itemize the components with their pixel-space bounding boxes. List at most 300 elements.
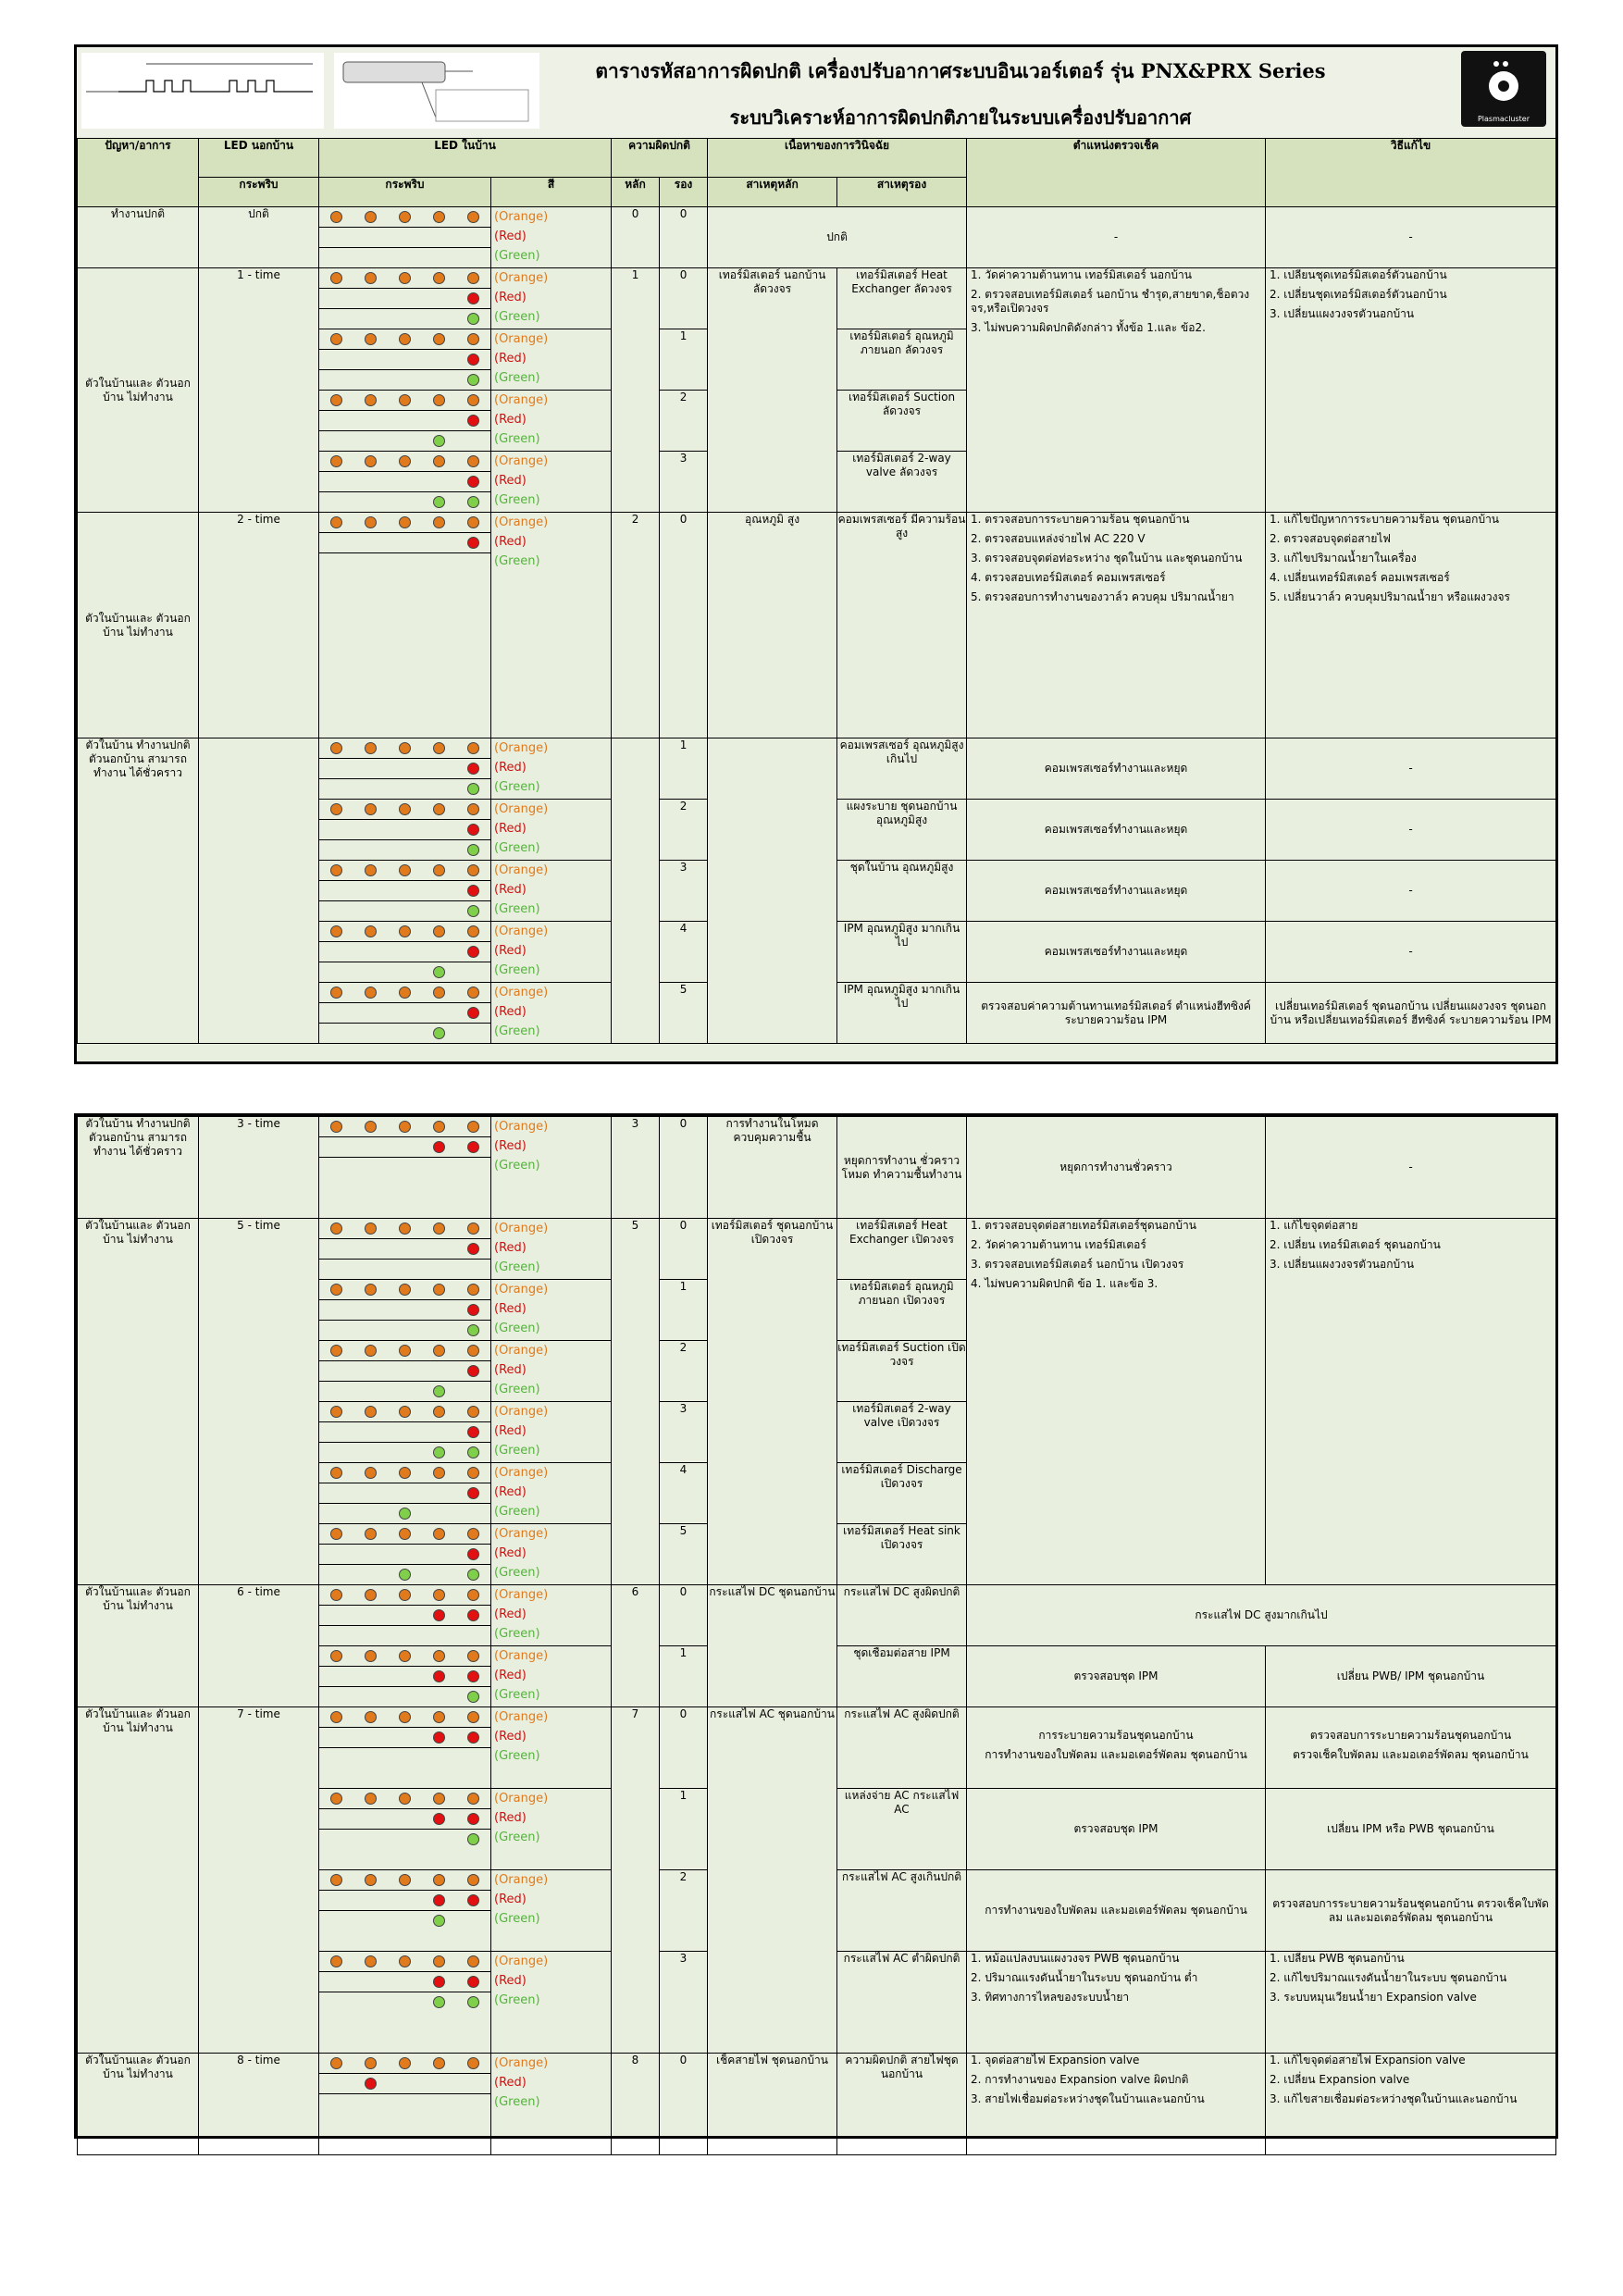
empty-led — [330, 763, 342, 775]
led-color-labels — [491, 1524, 612, 1585]
empty-led — [365, 1365, 377, 1377]
red-led-icon — [467, 537, 479, 549]
indoor-unit-diagram — [334, 53, 539, 129]
led-row — [319, 492, 490, 512]
led-indoor-pattern — [319, 513, 491, 738]
cell-line: 2. ปริมาณแรงดันน้ำยาในระบบ ชุดนอกบ้าน ต่ำ — [971, 1971, 1198, 1984]
red-led-icon — [467, 1426, 479, 1438]
problem-text: ตัวในบ้าน ทำงานปกติ ตัวนอกบ้าน สามารถทำงาน ได้ชั่วคราว — [78, 738, 199, 1044]
led-color-green: (Green) — [494, 493, 540, 507]
led-color-green: (Green) — [494, 1831, 540, 1844]
orange-led-icon — [467, 455, 479, 467]
orange-led-icon — [433, 333, 445, 345]
sub-code: 1 — [660, 329, 708, 391]
problem-text: ตัวในบ้านและ ตัวนอกบ้าน ไม่ทำงาน — [78, 513, 199, 738]
fix-text: - — [1266, 1117, 1556, 1219]
indoor-unit-icon — [334, 53, 539, 129]
orange-led-icon — [330, 455, 342, 467]
led-color-orange: (Orange) — [494, 925, 549, 938]
led-color-labels — [491, 268, 612, 329]
green-led-icon — [467, 1324, 479, 1336]
led-color-green: (Green) — [494, 1159, 540, 1173]
cell-line: 3. เปลี่ยนแผงวงจรตัวนอกบ้าน — [1270, 1258, 1415, 1271]
orange-led-icon — [433, 1874, 445, 1886]
led-row — [319, 1667, 490, 1687]
orange-led-icon — [365, 394, 377, 406]
empty-led — [330, 1446, 342, 1458]
orange-led-icon — [330, 211, 342, 223]
led-row — [319, 1239, 490, 1260]
led-row — [319, 759, 490, 779]
empty-led — [399, 1365, 411, 1377]
empty-led — [330, 1813, 342, 1825]
empty-led — [467, 252, 479, 264]
led-color-red: (Red) — [494, 1730, 527, 1744]
empty-led — [365, 946, 377, 958]
check-list — [967, 1219, 1266, 1585]
cell-line: 1. แก้ไขจุดต่อสายไฟ Expansion valve — [1270, 2054, 1466, 2066]
led-color-red: (Red) — [494, 413, 527, 427]
empty-led — [433, 1426, 445, 1438]
cell-line: 2. การทำงานของ Expansion valve ผิดปกติ — [971, 2073, 1189, 2086]
check-text — [967, 1952, 1266, 2054]
cause-sub: กระแสไฟ AC สูงเกินปกติ — [837, 1870, 967, 1952]
led-color-labels — [491, 1341, 612, 1402]
empty-led — [330, 313, 342, 325]
empty-led — [467, 1752, 479, 1764]
empty-led — [330, 1243, 342, 1255]
empty-led — [399, 844, 411, 856]
empty-led — [399, 946, 411, 958]
fix-list — [1266, 2054, 1556, 2155]
led-color-orange: (Orange) — [494, 454, 549, 468]
fix-text: เปลี่ยนเทอร์มิสเตอร์ ชุดนอกบ้าน เปลี่ยนแผงวงจร ชุดนอกบ้าน หรือเปลี่ยนเทอร์มิสเตอร์ ฮีทซิงค์ ระบายความร้อน IPM — [1266, 983, 1556, 1044]
empty-led — [330, 1161, 342, 1173]
col-blink-out: กระพริบ — [199, 178, 319, 207]
led-row — [319, 1911, 490, 1930]
empty-led — [467, 1630, 479, 1642]
led-color-labels — [491, 1707, 612, 1789]
outdoor-blink: 7 - time — [199, 1707, 319, 2054]
cell-line: 1. แก้ไขจุดต่อสาย — [1270, 1219, 1358, 1232]
empty-led — [433, 557, 445, 569]
orange-led-icon — [399, 1711, 411, 1723]
orange-led-icon — [399, 1955, 411, 1967]
empty-led — [399, 354, 411, 366]
led-row — [319, 1158, 490, 1177]
empty-led — [365, 415, 377, 427]
led-color-red: (Red) — [494, 822, 527, 836]
orange-led-icon — [365, 1711, 377, 1723]
empty-led — [365, 537, 377, 549]
green-led-icon — [399, 1569, 411, 1581]
led-color-orange: (Orange) — [494, 1283, 549, 1297]
red-led-icon — [467, 1487, 479, 1499]
empty-led — [433, 1263, 445, 1275]
cell-line: 3. ตรวจสอบจุดต่อท่อระหว่าง ชุดในบ้าน และชุดนอกบ้าน — [971, 552, 1243, 565]
led-color-green: (Green) — [494, 249, 540, 263]
led-indoor-pattern — [319, 2054, 491, 2155]
cell-line: 1. แก้ไขปัญหาการระบายความร้อน ชุดนอกบ้าน — [1270, 513, 1500, 526]
cell-line: 3. ระบบหมุนเวียนน้ำยา Expansion valve — [1270, 1991, 1477, 2004]
led-row — [319, 1361, 490, 1382]
led-indoor-pattern — [319, 861, 491, 922]
cell-line: 1. หม้อแปลงบนแผงวงจร PWB ชุดนอกบ้าน — [971, 1952, 1180, 1965]
led-row — [319, 1219, 490, 1239]
cause-sub: กระแสไฟ AC สูงผิดปกติ — [837, 1707, 967, 1789]
table-row — [78, 513, 1556, 738]
empty-led — [399, 1691, 411, 1703]
red-led-icon — [467, 946, 479, 958]
orange-led-icon — [433, 1711, 445, 1723]
green-led-icon — [433, 1996, 445, 2008]
cause-sub: เทอร์มิสเตอร์ Suction เปิดวงจร — [837, 1341, 967, 1402]
fix-text: เปลี่ยน IPM หรือ PWB ชุดนอกบ้าน — [1266, 1789, 1556, 1870]
cell-line: 2. แก้ไขปริมาณแรงดันน้ำยาในระบบ ชุดนอกบ้าน — [1270, 1971, 1507, 1984]
empty-led — [330, 415, 342, 427]
empty-led — [365, 1976, 377, 1988]
led-color-green: (Green) — [494, 1912, 540, 1926]
cell-line: 1. วัดค่าความต้านทาน เทอร์มิสเตอร์ นอกบ้าน — [971, 268, 1192, 281]
led-row — [319, 1280, 490, 1300]
red-led-icon — [467, 885, 479, 897]
led-indoor-pattern — [319, 1952, 491, 2054]
empty-led — [365, 1324, 377, 1336]
fix-text: - — [1266, 800, 1556, 861]
empty-led — [330, 292, 342, 304]
empty-led — [365, 557, 377, 569]
empty-led — [365, 2098, 377, 2110]
led-row — [319, 1382, 490, 1401]
orange-led-icon — [433, 455, 445, 467]
col-fault: ความผิดปกติ — [612, 139, 708, 178]
orange-led-icon — [467, 2057, 479, 2069]
empty-led — [399, 1304, 411, 1316]
green-led-icon — [433, 1385, 445, 1397]
empty-led — [330, 1752, 342, 1764]
empty-led — [330, 1569, 342, 1581]
empty-led — [330, 1426, 342, 1438]
orange-led-icon — [433, 987, 445, 999]
cause-main: เทอร์มิสเตอร์ ชุดนอกบ้านเปิดวงจร — [708, 1219, 837, 1585]
orange-led-icon — [330, 1345, 342, 1357]
orange-led-icon — [330, 1406, 342, 1418]
empty-led — [365, 231, 377, 243]
led-indoor-pattern — [319, 452, 491, 513]
led-row — [319, 1443, 490, 1462]
cause-sub: เทอร์มิสเตอร์ Heat Exchanger เปิดวงจร — [837, 1219, 967, 1280]
led-color-green: (Green) — [494, 1260, 540, 1274]
led-row — [319, 391, 490, 411]
led-row — [319, 1321, 490, 1340]
led-color-orange: (Orange) — [494, 1344, 549, 1358]
orange-led-icon — [399, 1406, 411, 1418]
orange-led-icon — [365, 1467, 377, 1479]
problem-text: ตัวในบ้านและ ตัวนอกบ้าน ไม่ทำงาน — [78, 2054, 199, 2155]
check-text: คอมเพรสเซอร์ทำงานและหยุด — [967, 922, 1266, 983]
cause-sub: เทอร์มิสเตอร์ Suction ลัดวงจร — [837, 391, 967, 452]
led-row — [319, 1003, 490, 1024]
empty-led — [330, 966, 342, 978]
col-problem: ปัญหา/อาการ — [78, 139, 199, 207]
orange-led-icon — [330, 742, 342, 754]
orange-led-icon — [330, 925, 342, 937]
led-color-red: (Red) — [494, 291, 527, 304]
check-text: คอมเพรสเซอร์ทำงานและหยุด — [967, 738, 1266, 800]
empty-led — [399, 1548, 411, 1560]
led-color-red: (Red) — [494, 474, 527, 488]
table-row — [78, 139, 1556, 178]
outdoor-blink: 2 - time — [199, 513, 319, 738]
led-color-green: (Green) — [494, 310, 540, 324]
led-row — [319, 922, 490, 942]
led-color-orange: (Orange) — [494, 1710, 549, 1724]
led-color-green: (Green) — [494, 2095, 540, 2109]
empty-led — [365, 476, 377, 488]
empty-led — [365, 1263, 377, 1275]
orange-led-icon — [330, 1222, 342, 1235]
empty-led — [433, 1243, 445, 1255]
green-led-icon — [433, 1027, 445, 1039]
cell-line: 3. เปลี่ยนแผงวงจรตัวนอกบ้าน — [1270, 307, 1415, 320]
empty-led — [365, 1446, 377, 1458]
led-color-red: (Red) — [494, 1669, 527, 1682]
orange-led-icon — [330, 1121, 342, 1133]
orange-led-icon — [433, 1284, 445, 1296]
empty-led — [330, 496, 342, 508]
led-indoor-pattern — [319, 800, 491, 861]
led-row — [319, 431, 490, 451]
orange-led-icon — [330, 1589, 342, 1601]
orange-led-icon — [365, 272, 377, 284]
col-cause-sub: สาเหตุรอง — [837, 178, 967, 207]
led-row — [319, 1891, 490, 1911]
led-color-green: (Green) — [494, 780, 540, 794]
page-subtitle: ระบบวิเคราะห์อาการผิดปกติภายในระบบเครื่องปรับอากาศ — [729, 106, 1192, 129]
red-led-icon — [467, 292, 479, 304]
empty-led — [433, 313, 445, 325]
empty-led — [433, 1324, 445, 1336]
red-led-icon — [467, 763, 479, 775]
cause-sub: ชุดเชื่อมต่อสาย IPM — [837, 1646, 967, 1707]
empty-led — [399, 1007, 411, 1019]
green-led-icon — [467, 1691, 479, 1703]
empty-led — [433, 885, 445, 897]
orange-led-icon — [330, 333, 342, 345]
orange-led-icon — [365, 1406, 377, 1418]
fix-text: - — [1266, 861, 1556, 922]
fault-table-2 — [77, 1116, 1556, 2155]
led-color-green: (Green) — [494, 902, 540, 916]
led-color-green: (Green) — [494, 1383, 540, 1396]
orange-led-icon — [365, 211, 377, 223]
led-row — [319, 248, 490, 267]
cause-sub: IPM อุณหภูมิสูง มากเกินไป — [837, 922, 967, 983]
orange-led-icon — [365, 1874, 377, 1886]
led-color-red: (Red) — [494, 2076, 527, 2090]
sub-code: 3 — [660, 452, 708, 513]
led-row — [319, 901, 490, 921]
led-color-red: (Red) — [494, 1139, 527, 1153]
main-code: 3 — [612, 1117, 660, 1219]
empty-led — [330, 1996, 342, 2008]
sub-code: 2 — [660, 800, 708, 861]
orange-led-icon — [399, 1284, 411, 1296]
orange-led-icon — [433, 516, 445, 528]
led-color-orange: (Orange) — [494, 1649, 549, 1663]
cause-sub: แผงระบาย ชุดนอกบ้าน อุณหภูมิสูง — [837, 800, 967, 861]
led-row — [319, 1992, 490, 2012]
orange-led-icon — [467, 1650, 479, 1662]
empty-led — [330, 374, 342, 386]
led-row — [319, 1870, 490, 1891]
red-led-icon — [433, 1731, 445, 1744]
red-led-icon — [467, 1304, 479, 1316]
green-led-icon — [467, 496, 479, 508]
empty-led — [399, 1263, 411, 1275]
empty-led — [467, 1027, 479, 1039]
empty-led — [433, 1630, 445, 1642]
empty-led — [330, 1304, 342, 1316]
empty-led — [433, 1752, 445, 1764]
orange-led-icon — [330, 1650, 342, 1662]
col-fix: วิธีแก้ไข — [1266, 139, 1556, 207]
empty-led — [399, 1446, 411, 1458]
led-indoor-pattern — [319, 1707, 491, 1789]
led-row — [319, 1463, 490, 1483]
sub-code: 1 — [660, 1280, 708, 1341]
empty-led — [433, 2078, 445, 2090]
empty-led — [365, 966, 377, 978]
orange-led-icon — [330, 1284, 342, 1296]
empty-led — [399, 476, 411, 488]
led-color-green: (Green) — [494, 1444, 540, 1458]
col-sub: รอง — [660, 178, 708, 207]
orange-led-icon — [467, 516, 479, 528]
empty-led — [399, 1487, 411, 1499]
orange-led-icon — [399, 333, 411, 345]
cell-line: 3. ตรวจสอบเทอร์มิสเตอร์ นอกบ้าน เปิดวงจร — [971, 1258, 1184, 1271]
logo-text: Plasmacluster — [1477, 115, 1530, 123]
empty-led — [399, 1630, 411, 1642]
empty-led — [330, 1007, 342, 1019]
empty-led — [433, 1161, 445, 1173]
led-color-green: (Green) — [494, 432, 540, 446]
empty-led — [399, 537, 411, 549]
led-row — [319, 1646, 490, 1667]
led-color-orange: (Orange) — [494, 210, 549, 224]
red-led-icon — [433, 1670, 445, 1682]
empty-led — [330, 537, 342, 549]
sub-code: 3 — [660, 1402, 708, 1463]
led-row — [319, 1830, 490, 1849]
orange-led-icon — [365, 333, 377, 345]
red-led-icon — [467, 1365, 479, 1377]
check-list — [967, 268, 1266, 513]
empty-led — [365, 844, 377, 856]
led-row — [319, 962, 490, 982]
empty-led — [433, 1548, 445, 1560]
green-led-icon — [433, 1915, 445, 1927]
orange-led-icon — [365, 803, 377, 815]
cell-line: ตรวจเช็คใบพัดลม และมอเตอร์พัดลม ชุดนอกบ้าน — [1293, 1747, 1529, 1761]
empty-led — [399, 966, 411, 978]
empty-led — [399, 1141, 411, 1153]
led-row — [319, 2054, 490, 2074]
orange-led-icon — [399, 272, 411, 284]
cause-sub: เทอร์มิสเตอร์ Discharge เปิดวงจร — [837, 1463, 967, 1524]
empty-led — [365, 354, 377, 366]
led-color-labels — [491, 513, 612, 738]
empty-led — [467, 1161, 479, 1173]
led-row — [319, 268, 490, 289]
main-code: 7 — [612, 1707, 660, 2054]
sub-code: 0 — [660, 268, 708, 329]
col-main: หลัก — [612, 178, 660, 207]
sheet-header — [77, 47, 1555, 140]
orange-led-icon — [433, 1345, 445, 1357]
led-color-orange: (Orange) — [494, 1873, 549, 1887]
fix-text: - — [1266, 738, 1556, 800]
cell-line: 2. เปลี่ยนชุดเทอร์มิสเตอร์ตัวนอกบ้าน — [1270, 288, 1447, 301]
empty-led — [365, 1670, 377, 1682]
orange-led-icon — [365, 1222, 377, 1235]
sub-code: 2 — [660, 1870, 708, 1952]
empty-led — [365, 374, 377, 386]
orange-led-icon — [330, 987, 342, 999]
red-led-icon — [467, 1007, 479, 1019]
led-color-red: (Red) — [494, 944, 527, 958]
orange-led-icon — [467, 864, 479, 876]
orange-led-icon — [365, 1955, 377, 1967]
empty-led — [365, 1161, 377, 1173]
orange-led-icon — [433, 1793, 445, 1805]
sub-code: 0 — [660, 2054, 708, 2155]
empty-led — [399, 1752, 411, 1764]
led-color-red: (Red) — [494, 761, 527, 775]
empty-led — [433, 415, 445, 427]
cell-line: 4. ไม่พบความผิดปกติ ข้อ 1. และข้อ 3. — [971, 1277, 1158, 1290]
fix-text: - — [1266, 922, 1556, 983]
led-color-red: (Red) — [494, 883, 527, 897]
orange-led-icon — [365, 516, 377, 528]
led-row — [319, 1260, 490, 1279]
orange-led-icon — [399, 1589, 411, 1601]
col-led-indoor: LED ในบ้าน — [319, 139, 612, 178]
orange-led-icon — [467, 1406, 479, 1418]
empty-led — [365, 1548, 377, 1560]
green-led-icon — [467, 783, 479, 795]
check-text: - — [967, 207, 1266, 268]
red-led-icon — [467, 1894, 479, 1906]
empty-led — [330, 1365, 342, 1377]
empty-led — [365, 435, 377, 447]
red-led-icon — [467, 1731, 479, 1744]
sub-code: 0 — [660, 1117, 708, 1219]
problem-text: ตัวในบ้านและ ตัวนอกบ้าน ไม่ทำงาน — [78, 1585, 199, 1707]
empty-led — [365, 1894, 377, 1906]
cell-line: 1. เปลี่ยน PWB ชุดนอกบ้าน — [1270, 1952, 1405, 1965]
empty-led — [330, 1731, 342, 1744]
empty-led — [330, 1915, 342, 1927]
empty-led — [330, 1894, 342, 1906]
empty-led — [330, 1027, 342, 1039]
orange-led-icon — [330, 1467, 342, 1479]
led-row — [319, 1809, 490, 1830]
cause-main: เช็คสายไฟ ชุดนอกบ้าน — [708, 2054, 837, 2155]
led-color-labels — [491, 1280, 612, 1341]
fix-text: - — [1266, 207, 1556, 268]
